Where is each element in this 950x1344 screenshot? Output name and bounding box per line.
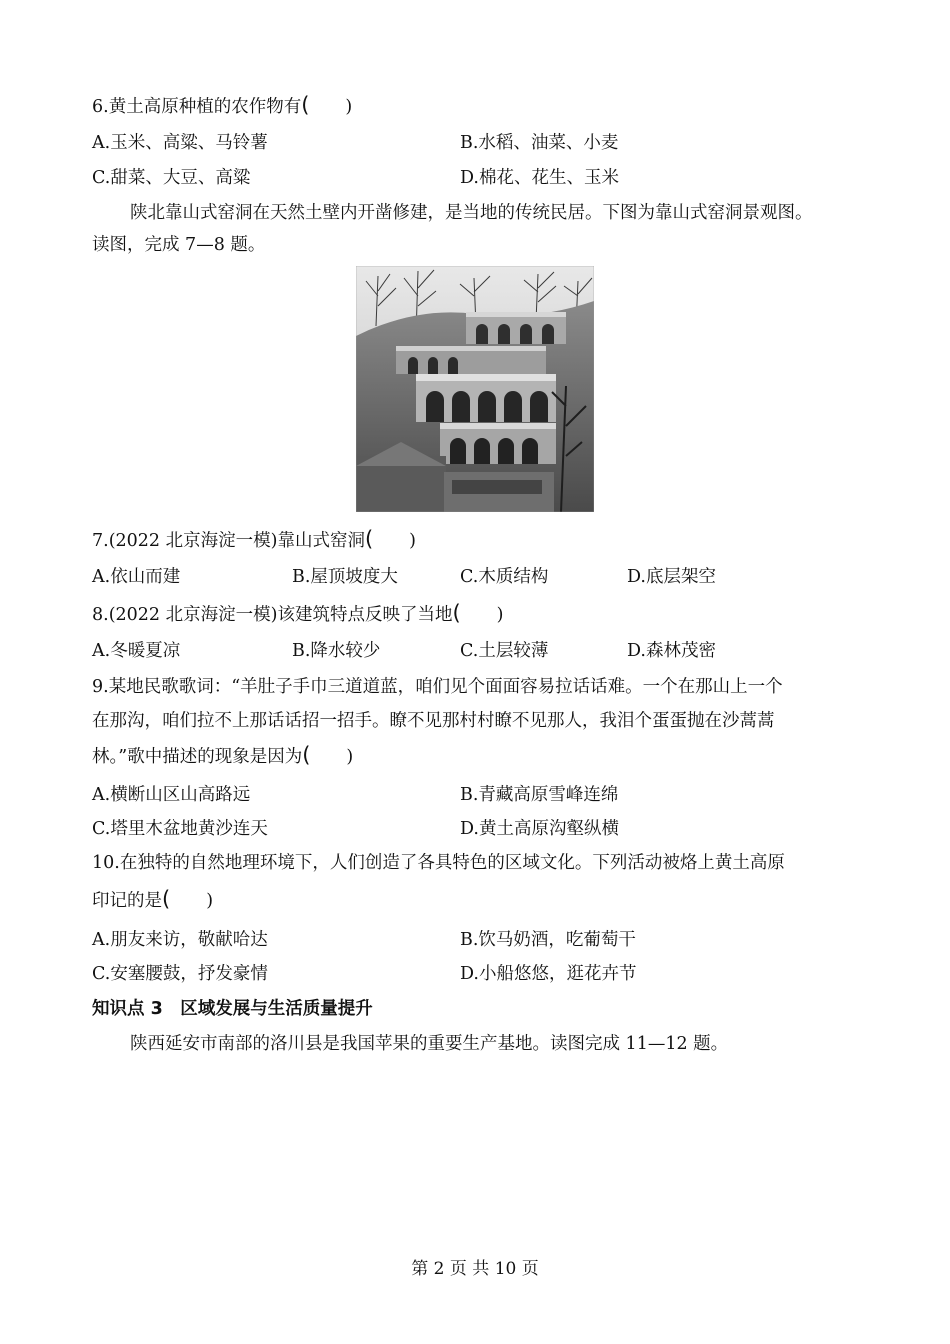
q9-line3 xyxy=(92,744,353,768)
q10-line1: 10.在独特的自然地理环境下，人们创造了各具特色的区域文化。下列活动被烙上黄土高原 xyxy=(92,853,785,873)
q9-option-c[interactable]: C.塔里木盆地黄沙连天 xyxy=(92,819,268,839)
q7-option-b[interactable]: B.屋顶坡度大 xyxy=(292,567,398,587)
q6-option-d[interactable]: D.棉花、花生、玉米 xyxy=(460,168,619,188)
q7-option-d[interactable]: D.底层架空 xyxy=(627,567,716,587)
q6-paren-open: ( xyxy=(301,93,310,117)
q10-line2 xyxy=(92,888,213,912)
q6-stem xyxy=(92,94,352,118)
q6-option-a[interactable]: A.玉米、高粱、马铃薯 xyxy=(92,133,268,153)
q8-option-c[interactable]: C.土层较薄 xyxy=(460,641,549,661)
q9-option-b[interactable]: B.青藏高原雪峰连绵 xyxy=(460,785,619,805)
q7-stem-text: 7.(2022 北京海淀一模)靠山式窑洞 xyxy=(92,531,365,551)
q9-line3-text: 林。”歌中描述的现象是因为 xyxy=(92,747,303,767)
q7-paren-close: ) xyxy=(409,531,416,551)
q8-option-a[interactable]: A.冬暖夏凉 xyxy=(92,641,181,661)
intro-78-line2: 读图，完成 7—8 题。 xyxy=(92,235,266,255)
q8-paren-open: ( xyxy=(452,601,461,625)
intro-78-line1: 陕北靠山式窑洞在天然土壁内开凿修建，是当地的传统民居。下图为靠山式窑洞景观图。 xyxy=(130,203,813,223)
q7-stem xyxy=(92,528,416,552)
q10-paren-close: ) xyxy=(206,891,214,911)
q6-option-b[interactable]: B.水稻、油菜、小麦 xyxy=(460,133,619,153)
q9-option-d[interactable]: D.黄土高原沟壑纵横 xyxy=(460,819,619,839)
q8-paren-close: ) xyxy=(496,605,504,625)
q8-option-b[interactable]: B.降水较少 xyxy=(292,641,381,661)
q9-paren-close: ) xyxy=(346,747,354,767)
cave-dwelling-photo xyxy=(356,266,594,512)
q6-option-c[interactable]: C.甜菜、大豆、高粱 xyxy=(92,168,251,188)
q10-option-c[interactable]: C.安塞腰鼓，抒发豪情 xyxy=(92,964,268,984)
q10-paren-open: ( xyxy=(162,887,171,911)
q7-option-a[interactable]: A.依山而建 xyxy=(92,567,181,587)
q6-stem-text: 6.黄土高原种植的农作物有 xyxy=(92,97,302,117)
q8-stem-text: 8.(2022 北京海淀一模)该建筑特点反映了当地 xyxy=(92,605,453,625)
q10-line2-text: 印记的是 xyxy=(92,891,162,911)
q9-paren-open: ( xyxy=(302,743,311,767)
q6-paren-close: ) xyxy=(345,97,353,117)
q7-paren-open: ( xyxy=(364,527,374,551)
q10-option-a[interactable]: A.朋友来访，敬献哈达 xyxy=(92,930,268,950)
q8-option-d[interactable]: D.森林茂密 xyxy=(627,641,716,661)
q9-line2: 在那沟，咱们拉不上那话话招一招手。瞭不见那村村瞭不见那人，我泪个蛋蛋抛在沙蒿蒿 xyxy=(92,711,775,731)
q7-option-c[interactable]: C.木质结构 xyxy=(460,567,549,587)
section-3-intro: 陕西延安市南部的洛川县是我国苹果的重要生产基地。读图完成 11—12 题。 xyxy=(130,1034,729,1054)
q9-option-a[interactable]: A.横断山区山高路远 xyxy=(92,785,251,805)
q10-option-b[interactable]: B.饮马奶酒，吃葡萄干 xyxy=(460,930,636,950)
q10-option-d[interactable]: D.小船悠悠，逛花卉节 xyxy=(460,964,637,984)
page-footer: 第 2 页 共 10 页 xyxy=(411,1259,539,1279)
section-3-title: 知识点 3 区域发展与生活质量提升 xyxy=(92,999,373,1019)
q9-line1: 9.某地民歌歌词：“羊肚子手巾三道道蓝，咱们见个面面容易拉话话难。一个在那山上一个 xyxy=(92,677,783,697)
q8-stem xyxy=(92,602,503,626)
